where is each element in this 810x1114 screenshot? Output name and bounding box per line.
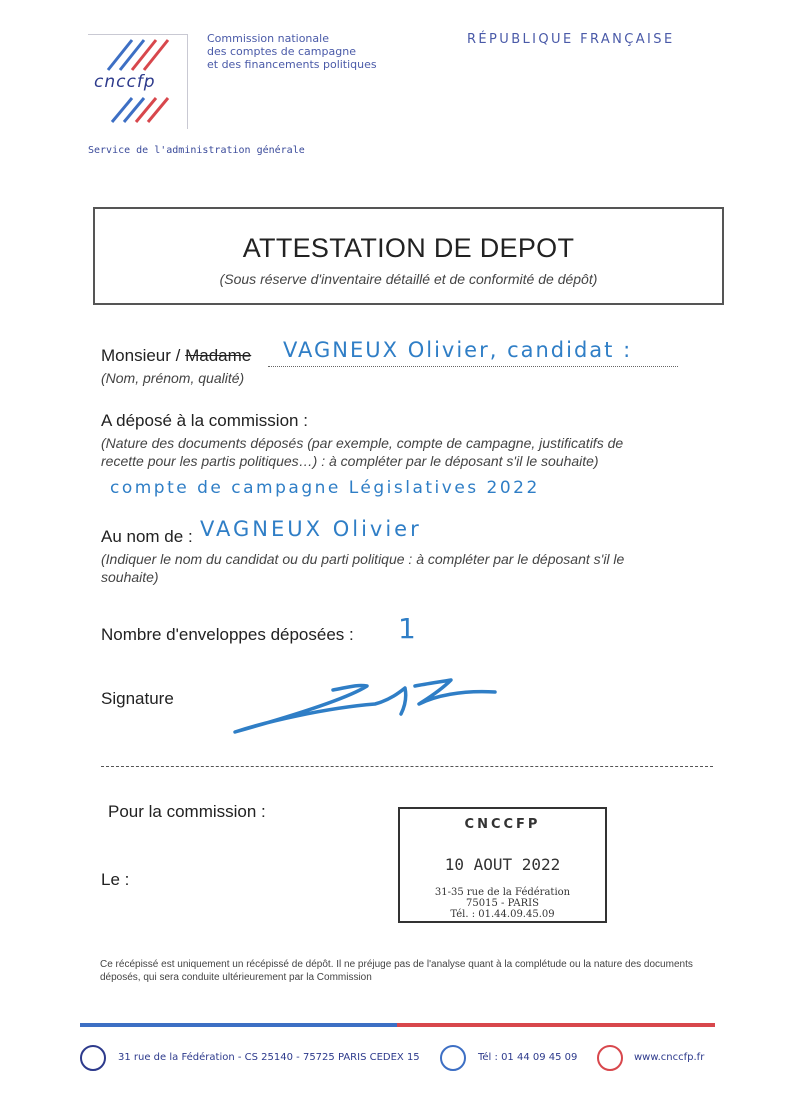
address-circle-icon — [80, 1045, 106, 1071]
stamp-name: CNCCFP — [464, 817, 541, 832]
au-nom-hint: (Indiquer le nom du candidat ou du parti politique : à compléter par le déposant s'il le souhaite) — [101, 551, 625, 585]
name-hint: (Nom, prénom, qualité) — [101, 370, 245, 386]
au-nom-handwritten: VAGNEUX Olivier — [200, 517, 422, 541]
document-title: ATTESTATION DE DEPOT — [242, 233, 575, 263]
disclaimer-text: Ce récépissé est uniquement un récépissé de dépôt. Il ne préjuge pas de l'analyse quant à la complétude ou la nature des documents déposés, qui sera conduite ultérieurement par la Commission — [100, 959, 693, 983]
le-label: Le : — [101, 870, 130, 889]
deposit-label: A déposé à la commission : — [101, 411, 308, 430]
stamp-address: 31-35 rue de la Fédération 75015 - PARIS Tél. : 01.44.09.45.09 — [434, 887, 571, 920]
civility-label: Monsieur / Madame — [101, 346, 252, 365]
footer-bar-red — [397, 1023, 715, 1027]
separator-line — [101, 766, 713, 767]
republique-francaise: RÉPUBLIQUE FRANÇAISE — [467, 32, 675, 47]
madame-struck: Madame — [185, 346, 252, 365]
document-subtitle: (Sous réserve d'inventaire détaillé et de conformité de dépôt) — [219, 271, 598, 287]
service-label: Service de l'administration générale — [88, 145, 305, 156]
enveloppes-handwritten: 1 — [398, 612, 419, 645]
logo-text: cnccfp — [94, 72, 156, 92]
signature-scribble — [225, 670, 505, 740]
title-box — [93, 207, 724, 305]
signature-label: Signature — [101, 689, 174, 708]
web-circle-icon — [597, 1045, 623, 1071]
cnccfp-stamp — [398, 807, 607, 923]
phone-circle-icon — [440, 1045, 466, 1071]
deposit-hint: (Nature des documents déposés (par exemple, compte de campagne, justificatifs de recette pour les partis politiques…) : à compléter par le déposant s'il le souhaite) — [101, 435, 624, 469]
cnccfp-logo — [88, 34, 188, 129]
stamp-date: 10 AOUT 2022 — [444, 855, 561, 874]
footer-address: 31 rue de la Fédération - CS 25140 - 75725 PARIS CEDEX 15 — [118, 1052, 420, 1063]
commission-name: Commission nationale des comptes de campagne et des financements politiques — [207, 32, 377, 71]
footer-website[interactable]: www.cnccfp.fr — [634, 1052, 705, 1063]
au-nom-label: Au nom de : — [101, 527, 193, 546]
name-handwritten: VAGNEUX Olivier, candidat : — [283, 338, 633, 362]
footer-bar-blue — [80, 1023, 397, 1027]
deposit-handwritten: compte de campagne Législatives 2022 — [110, 478, 540, 498]
footer-phone: Tél : 01 44 09 45 09 — [478, 1052, 578, 1063]
pour-commission-label: Pour la commission : — [108, 802, 266, 821]
enveloppes-label: Nombre d'enveloppes déposées : — [101, 625, 354, 644]
